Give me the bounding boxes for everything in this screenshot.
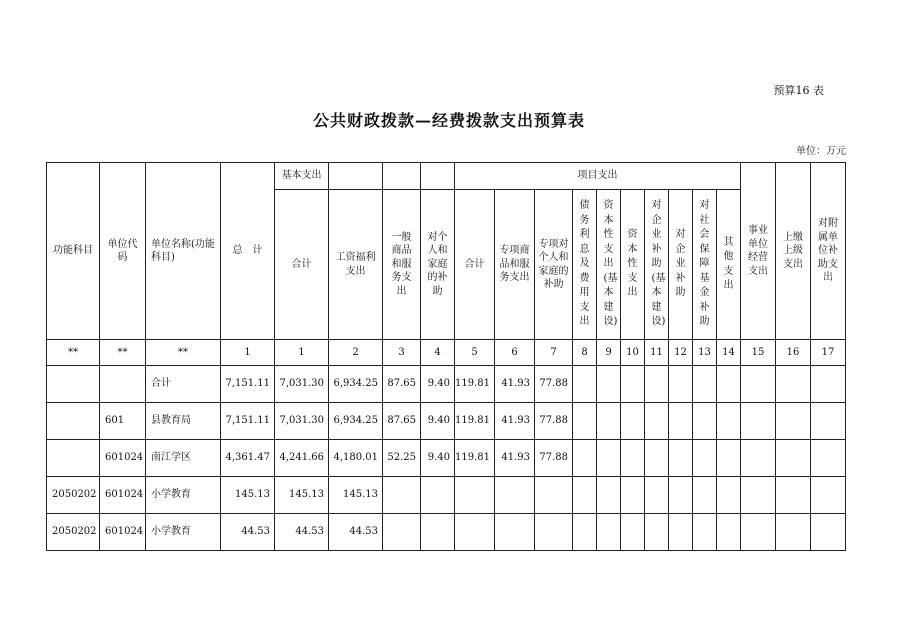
cell-name: 县教育局 — [146, 403, 221, 440]
cell-code: 601 — [100, 403, 146, 440]
group-basic: 基本支出 — [275, 163, 329, 190]
cell-basic: 7,031.30 — [275, 403, 329, 440]
col-social-security: 对社会保障基金补助 — [693, 190, 717, 340]
cell-empty — [741, 403, 776, 440]
cell-goods: 52.25 — [383, 440, 421, 477]
cell-proj — [455, 477, 495, 514]
index-cell: 17 — [811, 340, 846, 366]
index-cell: 5 — [455, 340, 495, 366]
cell-func: 2050202 — [47, 514, 100, 551]
cell-proj: 119.81 — [455, 440, 495, 477]
index-cell: 1 — [221, 340, 275, 366]
cell-wage: 6,934.25 — [329, 366, 383, 403]
unit-label: 单位：万元 — [796, 146, 846, 157]
cell-empty — [573, 477, 597, 514]
table-row — [47, 403, 846, 440]
cell-empty — [597, 440, 621, 477]
cell-sgoods: 41.93 — [495, 440, 535, 477]
cell-code: 601024 — [100, 514, 146, 551]
cell-empty — [669, 440, 693, 477]
table-row — [47, 440, 846, 477]
table-body — [47, 366, 846, 551]
cell-empty — [621, 514, 645, 551]
col-basic-sum: 合计 — [275, 190, 329, 340]
cell-empty — [645, 440, 669, 477]
cell-basic: 145.13 — [275, 477, 329, 514]
table-row — [47, 477, 846, 514]
cell-empty — [776, 514, 811, 551]
cell-goods: 87.65 — [383, 403, 421, 440]
cell-empty — [693, 440, 717, 477]
index-cell: 10 — [621, 340, 645, 366]
cell-func — [47, 366, 100, 403]
index-cell: 14 — [717, 340, 741, 366]
cell-func: 2050202 — [47, 477, 100, 514]
cell-spersonal: 77.88 — [535, 440, 573, 477]
page-title: 公共财政拨款—经费拨款支出预算表 — [312, 111, 585, 130]
cell-empty — [573, 514, 597, 551]
col-goods: 一般商品和服务支出 — [383, 190, 421, 340]
cell-code — [100, 366, 146, 403]
index-cell: 11 — [645, 340, 669, 366]
cell-basic: 44.53 — [275, 514, 329, 551]
cell-empty — [645, 366, 669, 403]
index-cell: ** — [146, 340, 221, 366]
index-cell: 12 — [669, 340, 693, 366]
table-number: 预算16 表 — [773, 84, 824, 97]
cell-empty — [693, 403, 717, 440]
cell-personal — [421, 514, 455, 551]
cell-empty — [645, 477, 669, 514]
cell-empty — [741, 514, 776, 551]
index-cell: 9 — [597, 340, 621, 366]
col-total: 总 计 — [221, 163, 275, 340]
cell-sgoods — [495, 477, 535, 514]
cell-spersonal: 77.88 — [535, 403, 573, 440]
col-business: 事业单位经营支出 — [741, 163, 776, 340]
cell-name: 小学教育 — [146, 514, 221, 551]
index-cell: 16 — [776, 340, 811, 366]
col-subsidiary: 对附属单位补助支出 — [811, 163, 846, 340]
table-row — [47, 366, 846, 403]
index-cell: 7 — [535, 340, 573, 366]
cell-wage: 44.53 — [329, 514, 383, 551]
cell-empty — [811, 477, 846, 514]
group-project: 项目支出 — [455, 163, 741, 190]
col-capital: 资本性支出 — [621, 190, 645, 340]
cell-sgoods: 41.93 — [495, 366, 535, 403]
col-debt: 债务利息及费用支出 — [573, 190, 597, 340]
cell-func — [47, 403, 100, 440]
index-cell: 8 — [573, 340, 597, 366]
cell-total: 7,151.11 — [221, 366, 275, 403]
cell-proj: 119.81 — [455, 366, 495, 403]
col-func-code: 功能科目 — [47, 163, 100, 340]
index-cell: 13 — [693, 340, 717, 366]
cell-empty — [693, 477, 717, 514]
cell-empty — [669, 366, 693, 403]
cell-empty — [621, 440, 645, 477]
col-unit-code: 单位代码 — [100, 163, 146, 340]
cell-code: 601024 — [100, 440, 146, 477]
cell-personal: 9.40 — [421, 403, 455, 440]
cell-empty — [693, 366, 717, 403]
cell-total: 44.53 — [221, 514, 275, 551]
cell-proj — [455, 514, 495, 551]
col-wage: 工资福利支出 — [329, 190, 383, 340]
cell-empty — [741, 366, 776, 403]
cell-personal: 9.40 — [421, 366, 455, 403]
cell-spersonal — [535, 477, 573, 514]
cell-empty — [717, 366, 741, 403]
col-personal: 对个人和家庭的补助 — [421, 190, 455, 340]
col-capital-basic: 资本性支出(基本建设) — [597, 190, 621, 340]
cell-empty — [776, 403, 811, 440]
cell-name: 南江学区 — [146, 440, 221, 477]
cell-empty — [597, 366, 621, 403]
cell-personal — [421, 477, 455, 514]
cell-empty — [717, 477, 741, 514]
cell-name: 小学教育 — [146, 477, 221, 514]
cell-empty — [776, 366, 811, 403]
index-cell: ** — [100, 340, 146, 366]
col-other: 其他支出 — [717, 190, 741, 340]
index-cell: 2 — [329, 340, 383, 366]
cell-empty — [645, 403, 669, 440]
group-basic-spacer — [421, 163, 455, 190]
cell-empty — [597, 403, 621, 440]
cell-total: 7,151.11 — [221, 403, 275, 440]
cell-empty — [811, 514, 846, 551]
cell-empty — [621, 477, 645, 514]
cell-name: 合计 — [146, 366, 221, 403]
cell-total: 4,361.47 — [221, 440, 275, 477]
cell-empty — [573, 403, 597, 440]
cell-empty — [621, 366, 645, 403]
group-basic-spacer — [329, 163, 383, 190]
cell-empty — [741, 440, 776, 477]
cell-goods — [383, 477, 421, 514]
cell-empty — [573, 440, 597, 477]
cell-goods: 87.65 — [383, 366, 421, 403]
cell-sgoods — [495, 514, 535, 551]
col-special-goods: 专项商品和服务支出 — [495, 190, 535, 340]
index-cell: ** — [47, 340, 100, 366]
cell-proj: 119.81 — [455, 403, 495, 440]
cell-spersonal: 77.88 — [535, 366, 573, 403]
col-unit-name: 单位名称(功能科目) — [146, 163, 221, 340]
cell-empty — [776, 477, 811, 514]
col-project-sum: 合计 — [455, 190, 495, 340]
cell-basic: 7,031.30 — [275, 366, 329, 403]
index-cell: 15 — [741, 340, 776, 366]
cell-empty — [597, 514, 621, 551]
index-cell: 3 — [383, 340, 421, 366]
cell-empty — [741, 477, 776, 514]
cell-code: 601024 — [100, 477, 146, 514]
cell-basic: 4,241.66 — [275, 440, 329, 477]
col-special-personal: 专项对个人和家庭的补助 — [535, 190, 573, 340]
cell-wage: 6,934.25 — [329, 403, 383, 440]
cell-wage: 4,180.01 — [329, 440, 383, 477]
cell-empty — [717, 440, 741, 477]
table-row — [47, 514, 846, 551]
cell-empty — [645, 514, 669, 551]
col-enterprise: 对企业补助 — [669, 190, 693, 340]
index-row — [47, 340, 846, 366]
cell-sgoods: 41.93 — [495, 403, 535, 440]
cell-empty — [776, 440, 811, 477]
index-cell: 6 — [495, 340, 535, 366]
col-upper: 上缴上级支出 — [776, 163, 811, 340]
cell-empty — [669, 403, 693, 440]
cell-wage: 145.13 — [329, 477, 383, 514]
cell-empty — [573, 366, 597, 403]
index-cell: 1 — [275, 340, 329, 366]
cell-total: 145.13 — [221, 477, 275, 514]
cell-empty — [669, 477, 693, 514]
budget-table — [46, 162, 846, 551]
cell-empty — [811, 403, 846, 440]
cell-func — [47, 440, 100, 477]
index-cell: 4 — [421, 340, 455, 366]
group-basic-spacer — [383, 163, 421, 190]
cell-empty — [717, 514, 741, 551]
cell-empty — [693, 514, 717, 551]
cell-personal: 9.40 — [421, 440, 455, 477]
cell-goods — [383, 514, 421, 551]
cell-empty — [597, 477, 621, 514]
col-enterprise-basic: 对企业补助(基本建设) — [645, 190, 669, 340]
cell-empty — [717, 403, 741, 440]
cell-empty — [621, 403, 645, 440]
cell-empty — [811, 440, 846, 477]
cell-empty — [669, 514, 693, 551]
cell-empty — [811, 366, 846, 403]
table-header — [47, 163, 846, 366]
cell-spersonal — [535, 514, 573, 551]
